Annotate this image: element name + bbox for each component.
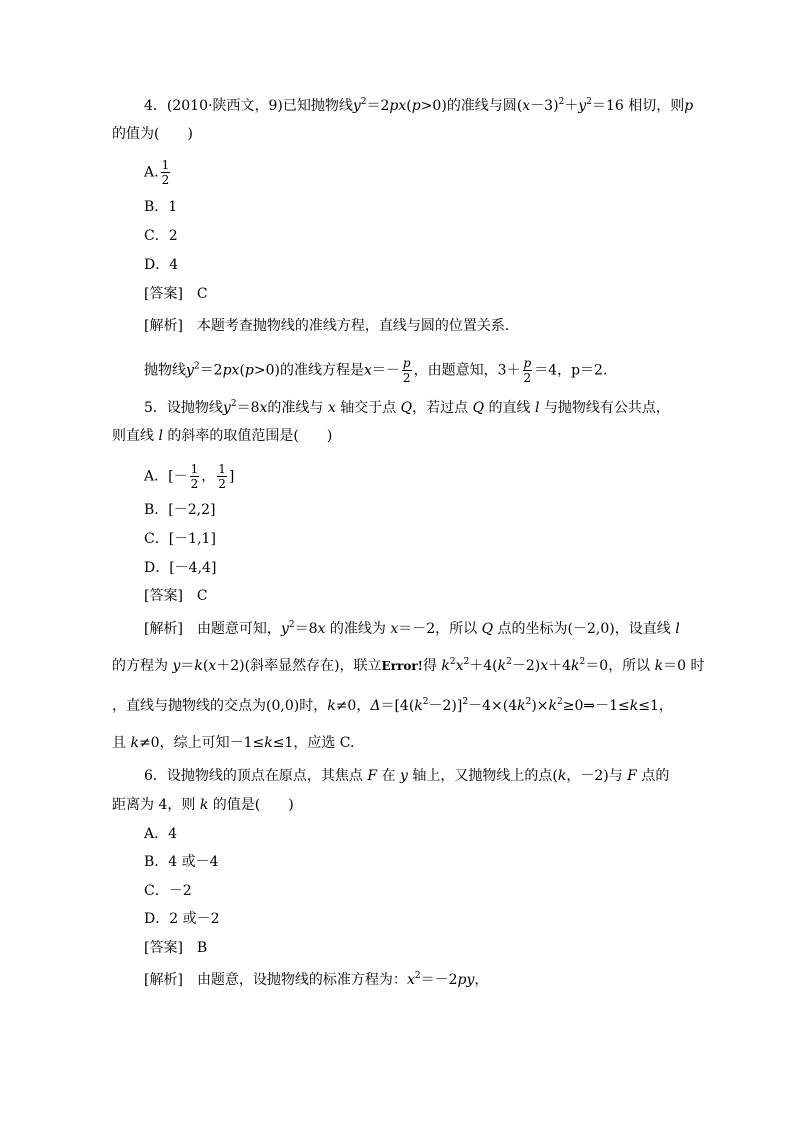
problem5-option-a: A．[－ $\frac{1}{2}$ ， $\frac{1}{2}$ ] xyxy=(144,462,235,491)
problem4-option-b: B．1 xyxy=(144,199,178,215)
problem6-stem-line2: 距离为 4，则 k 的值是( ) xyxy=(112,797,294,813)
problem4-answer: [答案] C xyxy=(144,286,208,302)
problem5-stem-line2: 则直线 l 的斜率的取值范围是( ) xyxy=(112,428,333,444)
problem5-stem: 5．设抛物线$y^2=8x$的准线与 x 轴交于点 Q，若过点 Q 的直线 l 与抛物线有公共点， xyxy=(144,399,670,416)
problem6-answer: [答案] B xyxy=(144,940,208,956)
problem6-option-c: C．－2 xyxy=(144,883,192,899)
problem4-option-d: D．4 xyxy=(144,257,179,273)
problem6-analysis: [解析] 由题意，设抛物线的标准方程为：$x^2=-2py$， xyxy=(144,971,489,988)
problem4-analysis-line2: 抛物线$y^2=2px(p>0)$的准线方程是x＝－ $\frac{p}{2}$ ，由题意知，3＋ $\frac{p}{2}$ ＝4，p＝2. xyxy=(144,356,608,385)
problem5-answer: [答案] C xyxy=(144,588,208,604)
problem6-option-a: A．4 xyxy=(144,826,178,842)
problem4-option-a: A. $\frac{1}{2}$ xyxy=(144,158,170,187)
problem5-option-d: D．[－4,4] xyxy=(144,560,217,576)
problem5-analysis-line4: 且 k≠0，综上可知－1≤k≤1，应选 C. xyxy=(112,735,355,751)
problem5-option-b: B．[－2,2] xyxy=(144,502,216,518)
problem5-analysis-line1: [解析] 由题意可知，$y^2=8x$ 的准线为 x＝－2，所以 Q 点的坐标为(－2,0)，设直线 l xyxy=(144,620,680,637)
problem4-stem-line2: 的值为( ) xyxy=(112,126,193,142)
problem4-analysis: [解析] 本题考查抛物线的准线方程，直线与圆的位置关系． xyxy=(144,318,519,334)
problem5-analysis-line3: ，直线与抛物线的交点为(0,0)时，k≠0，$\Delta=[4(k^2-2)]^2-4\times(4k^2)\times k^2\ge 0\Rightarrow-1\le k\le 1$， xyxy=(112,697,673,714)
problem6-option-b: B．4 或－4 xyxy=(144,854,219,870)
problem6-option-d: D．2 或－2 xyxy=(144,911,220,927)
problem4-stem: 4．(2010·陕西文，9)已知抛物线$y^2=2px(p>0)$的准线与圆$(x-3)^2+y^2=16$ 相切，则p xyxy=(144,97,694,114)
problem4-option-c: C．2 xyxy=(144,228,178,244)
problem5-option-c: C．[－1,1] xyxy=(144,531,216,547)
problem5-analysis-line2: 的方程为 y＝k(x＋2)(斜率显然存在)，联立Error!得 $k^2x^2+4(k^2-2)x+4k^2=0$，所以 k＝0 时 xyxy=(112,657,705,674)
problem6-stem: 6．设抛物线的顶点在原点，其焦点 F 在 y 轴上，又抛物线上的点(k，－2)与 F 点的 xyxy=(144,768,670,784)
